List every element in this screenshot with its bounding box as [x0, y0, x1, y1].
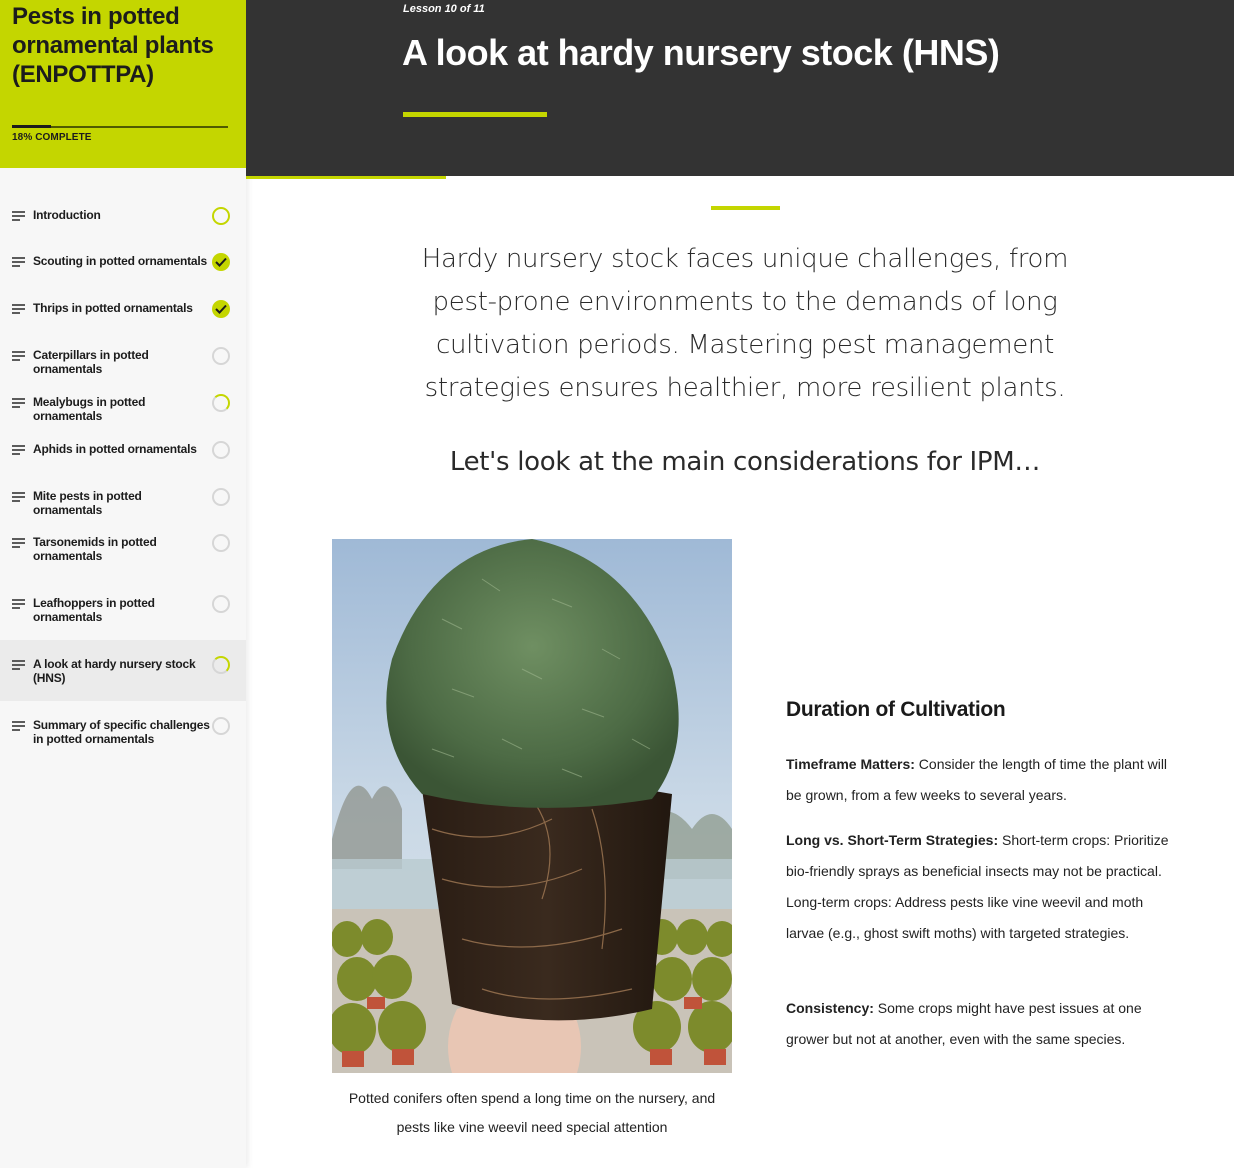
lesson-menu-icon	[12, 304, 26, 314]
lesson-label: Mite pests in potted ornamentals	[33, 489, 142, 517]
lesson-item[interactable]	[0, 518, 246, 579]
lesson-item[interactable]	[0, 192, 246, 238]
partial-progress-icon	[212, 394, 230, 412]
lesson-item[interactable]	[0, 701, 246, 761]
lesson-label: Thrips in potted ornamentals	[33, 301, 193, 315]
lesson-label: Mealybugs in potted ornamentals	[33, 395, 146, 423]
image-caption: Potted conifers often spend a long time on the nursery, and pests like vine weevil need special attention	[348, 1090, 716, 1135]
lesson-menu-icon	[12, 721, 26, 731]
paragraph-consistency	[786, 993, 1176, 1055]
section-heading: Duration of Cultivation	[786, 698, 1006, 721]
paragraph-label: Timeframe Matters:	[786, 756, 915, 772]
lesson-label: A look at hardy nursery stock (HNS)	[33, 657, 196, 685]
lesson-label: Summary of specific challenges in potted ornamentals	[33, 718, 210, 746]
section-divider	[711, 206, 780, 210]
paragraph-text: Consider the length of time the plant will be grown, from a few weeks to several years.	[786, 756, 1168, 803]
lesson-item[interactable]	[0, 285, 246, 332]
lesson-item[interactable]	[0, 473, 246, 518]
partial-progress-icon	[212, 656, 230, 674]
lesson-label: Aphids in potted ornamentals	[33, 442, 197, 456]
lesson-item[interactable]	[0, 332, 246, 379]
lesson-menu-icon	[12, 660, 26, 670]
course-progress-fill	[12, 125, 51, 128]
empty-progress-icon	[212, 441, 230, 459]
paragraph-strategies	[786, 825, 1176, 949]
check-icon	[212, 253, 230, 271]
check-icon	[212, 300, 230, 318]
lesson-menu-icon	[12, 599, 26, 609]
paragraph-label: Long vs. Short-Term Strategies:	[786, 832, 999, 848]
intro-text: Hardy nursery stock faces unique challenges, from pest-prone environments to the demands of long cultivation periods. Mastering pest management strategies ensures healthier, more resilient plants.	[421, 244, 1069, 403]
title-underline	[403, 112, 547, 117]
lesson-menu-icon	[12, 351, 26, 361]
lesson-menu-icon	[12, 211, 26, 221]
lesson-scroll-progress	[246, 176, 446, 179]
paragraph-text: Some crops might have pest issues at one grower but not at another, even with the same species.	[786, 1000, 1142, 1047]
lesson-header	[246, 0, 1234, 176]
lesson-label: Tarsonemids in potted ornamentals	[33, 535, 157, 563]
paragraph-timeframe	[786, 749, 1176, 811]
progress-ring-icon	[212, 207, 230, 225]
lesson-item[interactable]	[0, 379, 246, 426]
empty-progress-icon	[212, 717, 230, 735]
empty-progress-icon	[212, 347, 230, 365]
lesson-menu-icon	[12, 538, 26, 548]
lesson-item[interactable]	[0, 426, 246, 473]
course-progress-label: 18% COMPLETE	[12, 132, 92, 143]
lesson-item[interactable]	[0, 579, 246, 640]
lesson-count: Lesson 10 of 11	[403, 3, 485, 15]
lesson-label: Introduction	[33, 208, 101, 222]
course-header	[0, 0, 246, 168]
lesson-menu-icon	[12, 257, 26, 267]
lesson-menu-icon	[12, 492, 26, 502]
lesson-title: A look at hardy nursery stock (HNS)	[402, 32, 1000, 73]
lesson-label: Caterpillars in potted ornamentals	[33, 348, 149, 376]
lesson-item[interactable]	[0, 238, 246, 285]
lesson-menu-icon	[12, 398, 26, 408]
lesson-item[interactable]	[0, 640, 246, 701]
course-title[interactable]: Pests in potted ornamental plants (ENPOTTPA)	[12, 3, 214, 88]
empty-progress-icon	[212, 534, 230, 552]
lesson-label: Leafhoppers in potted ornamentals	[33, 596, 155, 624]
course-sidebar	[0, 0, 246, 1168]
empty-progress-icon	[212, 488, 230, 506]
lead-in-text: Let's look at the main considerations for IPM…	[449, 447, 1041, 477]
paragraph-label: Consistency:	[786, 1000, 874, 1016]
course-progress-bar	[12, 126, 228, 128]
lesson-label: Scouting in potted ornamentals	[33, 254, 208, 268]
paragraph-text: Short-term crops: Prioritize bio-friendly sprays as beneficial insects may not be practical. Long-term crops: Address pests like vine weevil and moth larvae (e.g., ghost swift moths) with targeted strategies.	[786, 832, 1169, 941]
potted-conifer-photo	[332, 539, 732, 1073]
empty-progress-icon	[212, 595, 230, 613]
lesson-menu-icon	[12, 445, 26, 455]
